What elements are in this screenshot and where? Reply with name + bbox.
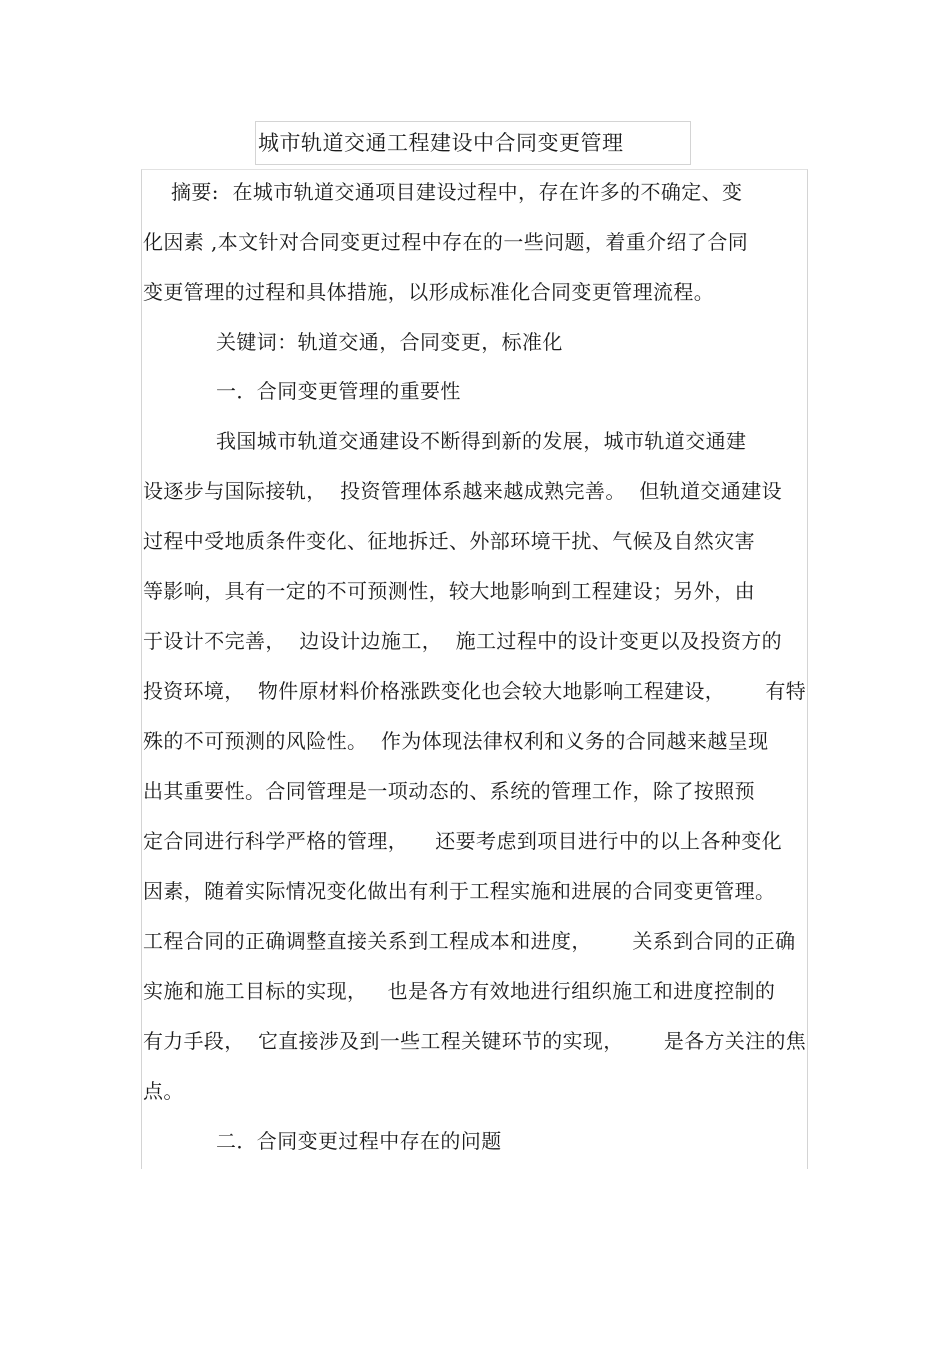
paragraph-line: 于设计不完善， 边设计边施工， 施工过程中的设计变更以及投资方的 <box>143 629 783 653</box>
paragraph-line: 有力手段， 它直接涉及到一些工程关键环节的实现， 是各方关注的焦 <box>143 1029 807 1053</box>
paragraph-line: 点。 <box>143 1079 184 1103</box>
abstract-line: 化因素 ,本文针对合同变更过程中存在的一些问题，着重介绍了合同 <box>143 230 749 254</box>
keywords: 关键词：轨道交通，合同变更，标准化 <box>216 330 563 354</box>
paragraph-line: 实施和施工目标的实现， 也是各方有效地进行组织施工和进度控制的 <box>143 979 776 1003</box>
paragraph-line: 工程合同的正确调整直接关系到工程成本和进度， 关系到合同的正确 <box>143 929 796 953</box>
paragraph-line: 过程中受地质条件变化、征地拆迁、外部环境干扰、气候及自然灾害 <box>143 529 755 553</box>
document-title: 城市轨道交通工程建设中合同变更管理 <box>258 131 624 155</box>
paragraph-line: 设逐步与国际接轨， 投资管理体系越来越成熟完善。 但轨道交通建设 <box>143 479 783 503</box>
paragraph-line: 出其重要性。合同管理是一项动态的、系统的管理工作，除了按照预 <box>143 779 755 803</box>
paragraph-line: 因素，随着实际情况变化做出有利于工程实施和进展的合同变更管理。 <box>143 879 776 903</box>
abstract-line: 变更管理的过程和具体措施，以形成标准化合同变更管理流程。 <box>143 280 715 304</box>
section-heading-1: 一．合同变更管理的重要性 <box>216 379 461 403</box>
paragraph-line: 投资环境， 物件原材料价格涨跌变化也会较大地影响工程建设， 有特 <box>143 679 807 703</box>
text-frame <box>141 169 808 1169</box>
abstract-line: 摘要: 在城市轨道交通项目建设过程中，存在许多的不确定、变 <box>171 180 743 204</box>
section-heading-2: 二．合同变更过程中存在的问题 <box>216 1129 502 1153</box>
paragraph-line: 定合同进行科学严格的管理， 还要考虑到项目进行中的以上各种变化 <box>143 829 783 853</box>
paragraph-line: 我国城市轨道交通建设不断得到新的发展，城市轨道交通建 <box>216 429 747 453</box>
paragraph-line: 殊的不可预测的风险性。 作为体现法律权利和义务的合同越来越呈现 <box>143 729 769 753</box>
paragraph-line: 等影响，具有一定的不可预测性，较大地影响到工程建设；另外，由 <box>143 579 755 603</box>
